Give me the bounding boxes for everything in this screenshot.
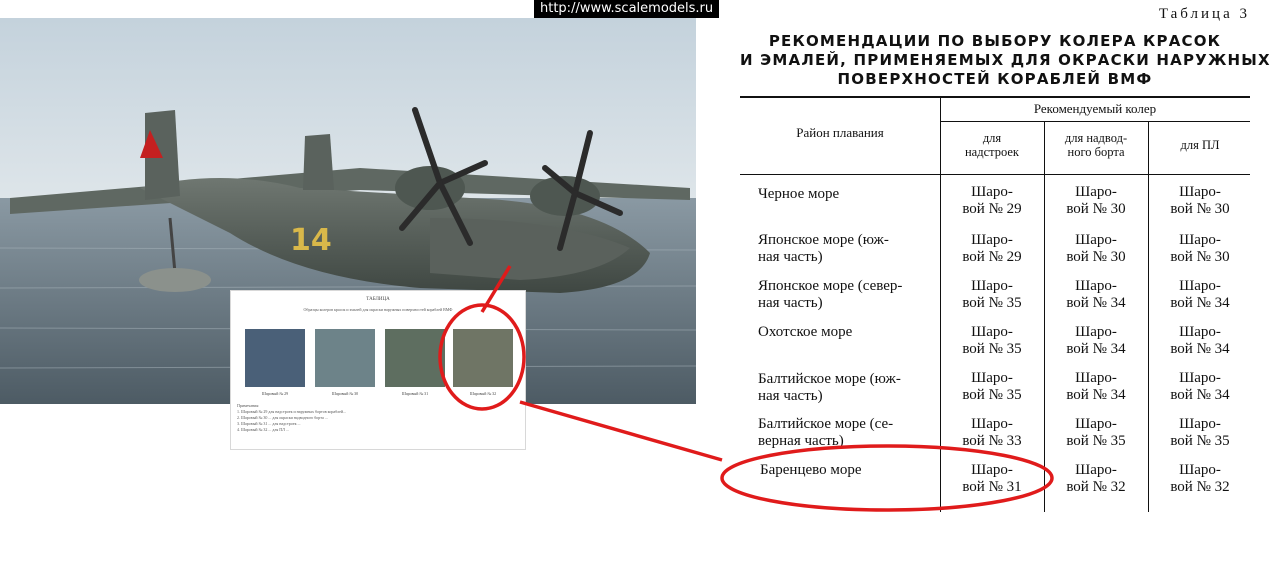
swatch-30 [315,329,375,387]
swatch-31 [385,329,445,387]
swatch-29 [245,329,305,387]
row-cell: Шаро- вой № 35 [1066,416,1126,449]
row-region: Охотское море [758,324,853,340]
row-cell: Шаро- вой № 35 [962,324,1022,357]
row-cell: Шаро- вой № 35 [962,278,1022,311]
row-cell: Шаро- вой № 30 [1066,184,1126,217]
header-region: Район плавания [796,125,884,140]
row-cell: Шаро- вой № 35 [962,370,1022,403]
card-caption: Образцы колеров красок и эмалей для окраски наружных поверхностей кораблей ВМФ [303,307,453,312]
card-note: 3. Шаровый № 31 ... для надстроек ... [237,421,301,426]
card-note: Примечания: [237,403,260,408]
row-cell: Шаро- вой № 29 [962,232,1022,265]
swatch-label: Шаровый № 29 [261,391,289,396]
swatch-label: Шаровый № 31 [401,391,429,396]
card-note: 1. Шаровый № 29 для надстроек и наружных бортов кораблей... [237,409,346,414]
table-title-line: ПОВЕРХНОСТЕЙ КОРАБЛЕЙ ВМФ [837,70,1153,88]
swatch-label: Шаровый № 30 [331,391,359,396]
row-region: Японское море (север- ная часть) [758,278,903,311]
table-number: Таблица 3 [1158,6,1250,22]
subheader-superstructure: для надстроек [964,131,1020,159]
row-region: Балтийское море (юж- ная часть) [758,371,901,404]
row-cell-highlighted: Шаро- вой № 31 [962,462,1022,495]
color-swatch-card [230,290,526,450]
row-cell: Шаро- вой № 29 [962,184,1022,217]
row-cell: Шаро- вой № 34 [1066,278,1126,311]
table-title [740,32,1271,89]
row-cell: Шаро- вой № 34 [1066,324,1126,357]
card-note: 4. Шаровый № 32 ... для ПЛ ... [237,427,289,432]
row-region: Черное море [758,186,840,202]
table-title-line: РЕКОМЕНДАЦИИ ПО ВЫБОРУ КОЛЕРА КРАСОК [768,32,1222,50]
subheader-freeboard: для надвод- ного борта [1064,131,1128,159]
table-header-rule [740,174,1250,175]
row-cell: Шаро- вой № 33 [962,416,1022,449]
row-region-barents: Баренцево море [760,462,862,478]
row-cell: Шаро- вой № 34 [1170,324,1230,357]
row-cell: Шаро- вой № 34 [1170,278,1230,311]
column-divider [1148,122,1149,512]
table-title-line: И ЭМАЛЕЙ, ПРИМЕНЯЕМЫХ ДЛЯ ОКРАСКИ НАРУЖНЫХ [740,51,1271,69]
aircraft-number: 14 [290,223,332,258]
row-cell: Шаро- вой № 30 [1170,184,1230,217]
table-top-rule [740,96,1250,98]
column-divider [940,97,941,512]
header-recommended-color: Рекомендуемый колер [1033,101,1157,116]
column-divider [1044,122,1045,512]
card-notes [237,403,417,433]
row-cell: Шаро- вой № 32 [1170,462,1230,495]
card-header: ТАБЛИЦА [366,297,390,302]
table-subheader-rule [940,121,1250,122]
row-region: Японское море (юж- ная часть) [758,232,889,265]
card-note: 2. Шаровый № 30 ... для окраски надводного борта ... [237,415,328,420]
row-cell: Шаро- вой № 34 [1170,370,1230,403]
swatch-32 [453,329,513,387]
row-region: Балтийское море (се- верная часть) [758,416,894,449]
swatch-label: Шаровый № 32 [469,391,497,396]
watermark: http://www.scalemodels.ru [534,0,719,18]
row-cell: Шаро- вой № 30 [1170,232,1230,265]
connector-line [520,402,722,460]
row-cell: Шаро- вой № 32 [1066,462,1126,495]
subheader-submarine: для ПЛ [1180,138,1220,152]
row-cell: Шаро- вой № 34 [1066,370,1126,403]
row-cell: Шаро- вой № 35 [1170,416,1230,449]
row-cell: Шаро- вой № 30 [1066,232,1126,265]
